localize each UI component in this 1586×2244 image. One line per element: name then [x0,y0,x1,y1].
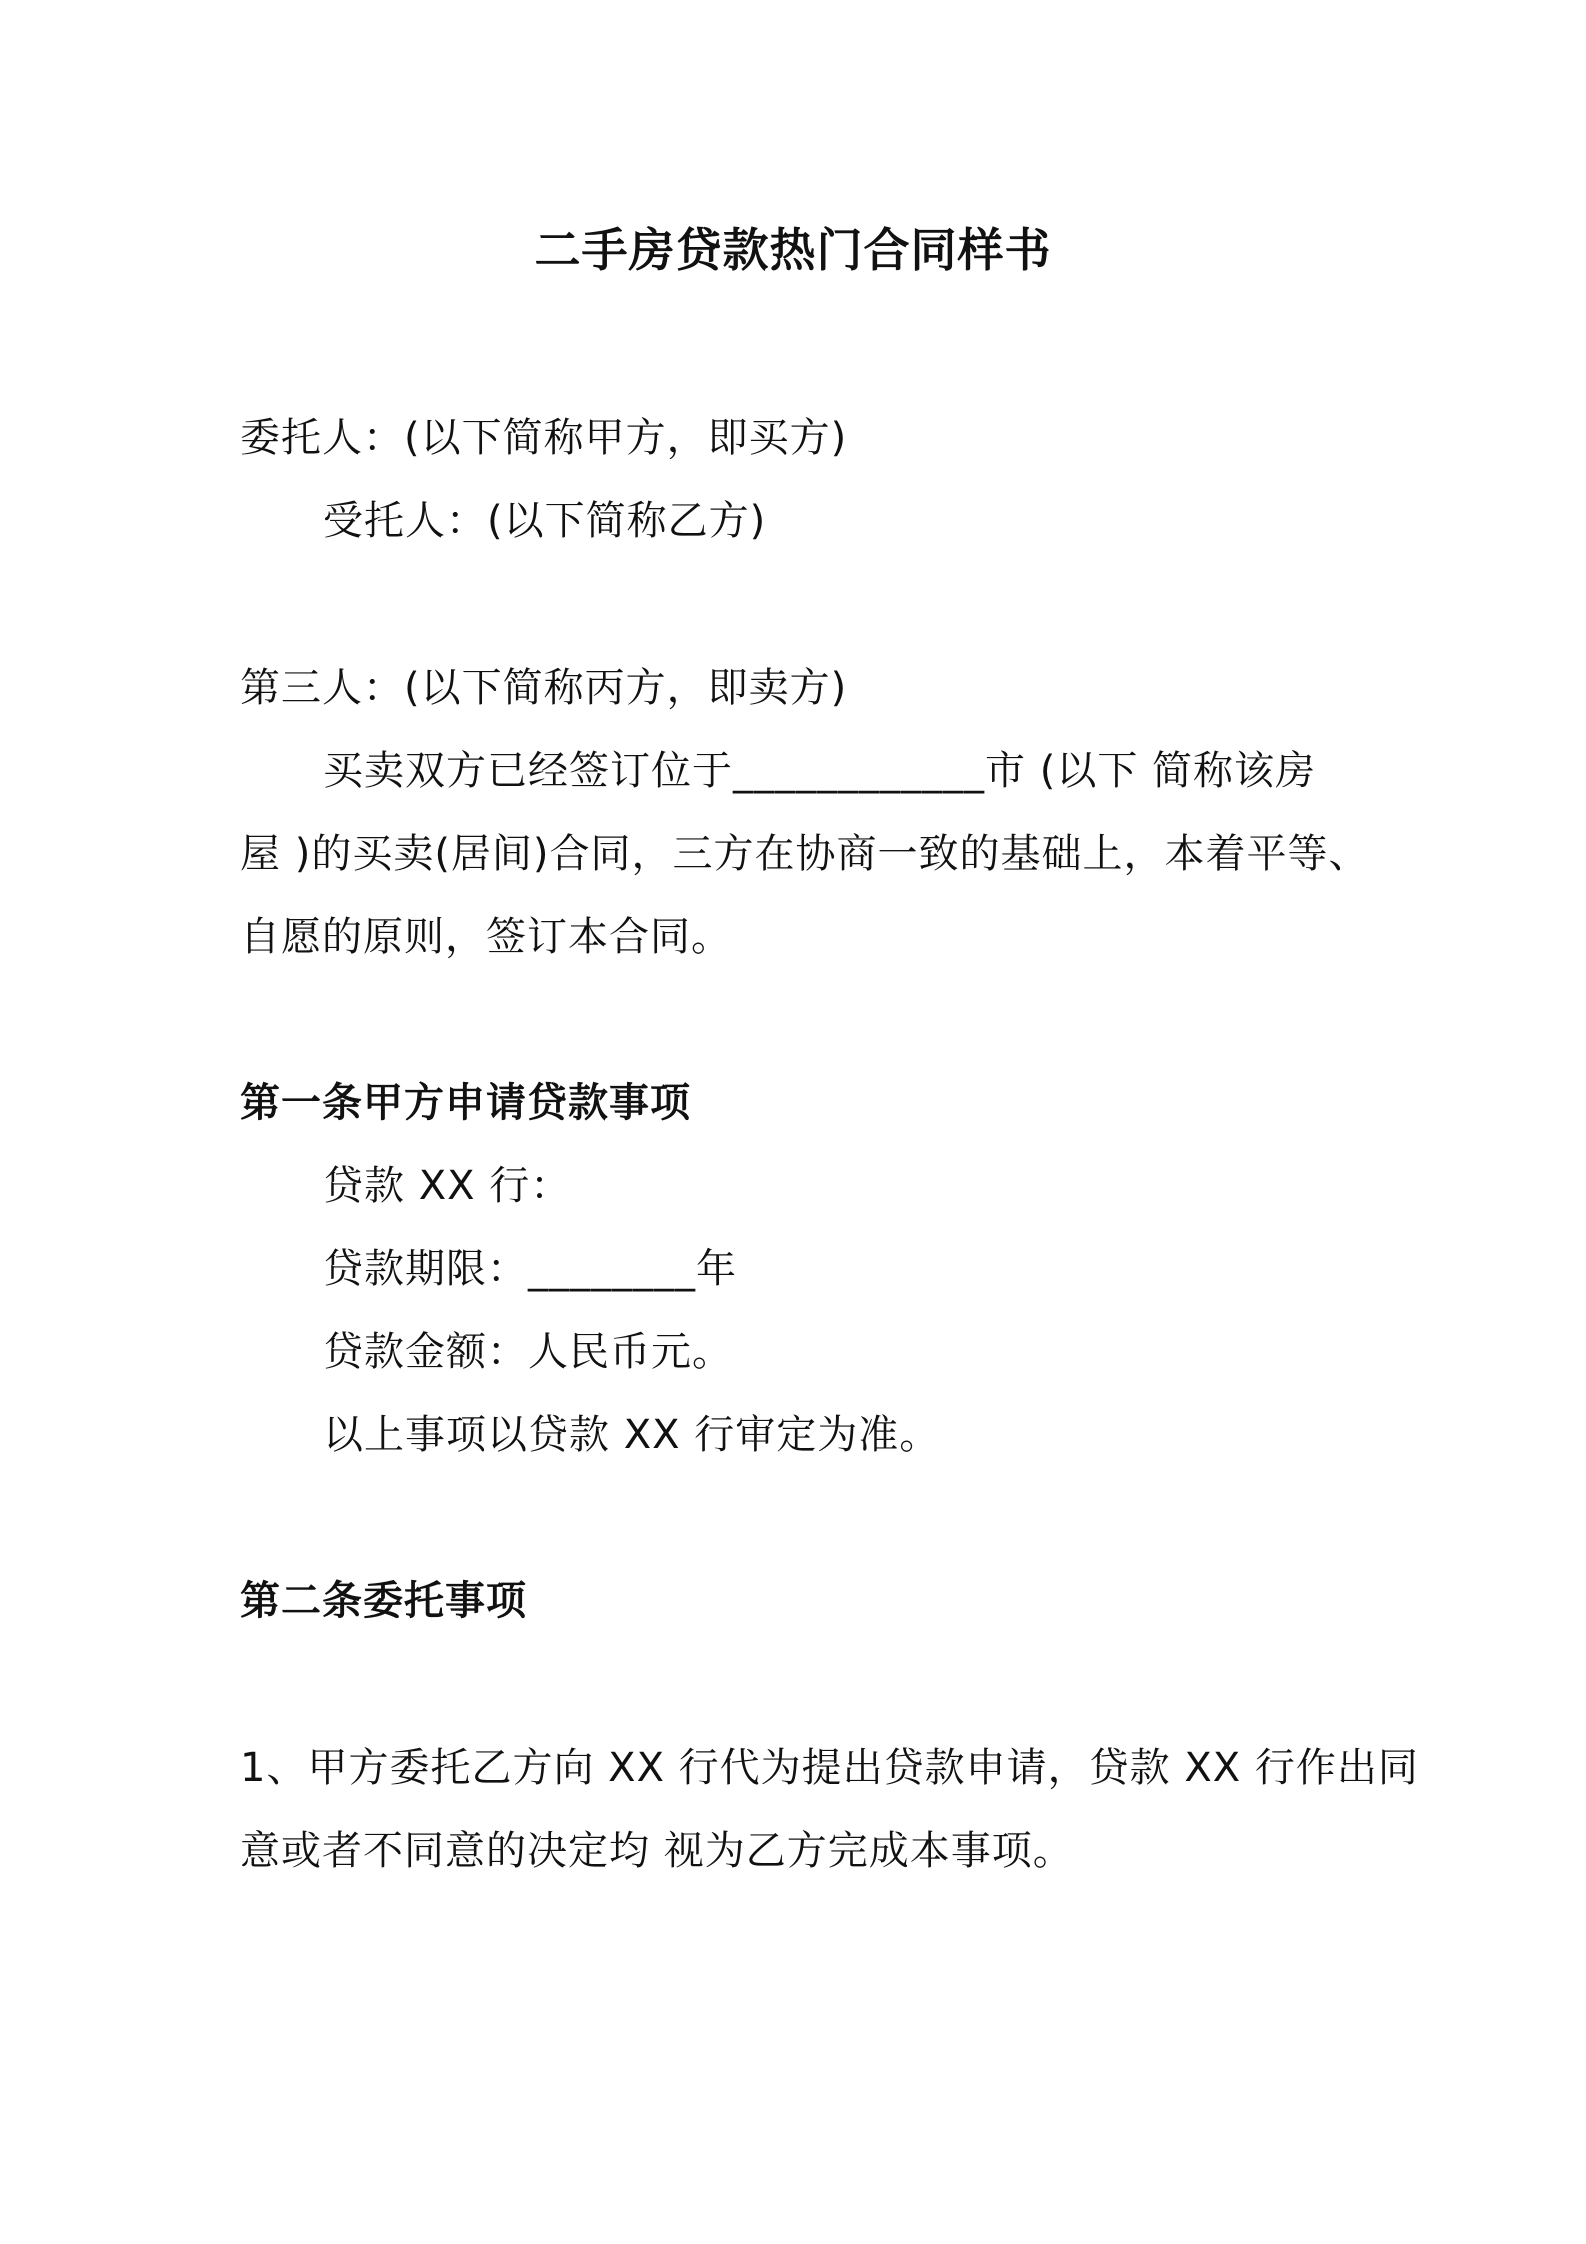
document-title: 二手房贷款热门合同样书 [534,223,1052,277]
preamble-line-1: 买卖双方已经签订位于____________市 (以下 简称该房 [323,748,1317,794]
loan-amount-line: 贷款金额：人民币元。 [323,1329,733,1375]
clause-1-line-1: 1、甲方委托乙方向 XX 行代为提出贷款申请，贷款 XX 行作出同 [240,1745,1419,1791]
third-party-line: 第三人：(以下简称丙方，即卖方) [240,665,848,711]
principal-line: 委托人：(以下简称甲方，即买方) [240,415,848,461]
loan-bank-line: 贷款 XX 行： [323,1163,572,1209]
loan-term-line: 贷款期限：________年 [323,1246,737,1292]
preamble-line-2: 屋 )的买卖(居间)合同，三方在协商一致的基础上，本着平等、 [240,831,1370,877]
article-2-heading: 第二条委托事项 [240,1578,527,1624]
article-1-heading: 第一条甲方申请贷款事项 [240,1080,691,1126]
clause-1-line-2: 意或者不同意的决定均 视为乙方完成本事项。 [240,1828,1074,1874]
agent-line: 受托人：(以下简称乙方) [323,498,767,544]
preamble-line-3: 自愿的原则，签订本合同。 [240,914,732,960]
loan-approval-note: 以上事项以贷款 XX 行审定为准。 [323,1412,941,1458]
